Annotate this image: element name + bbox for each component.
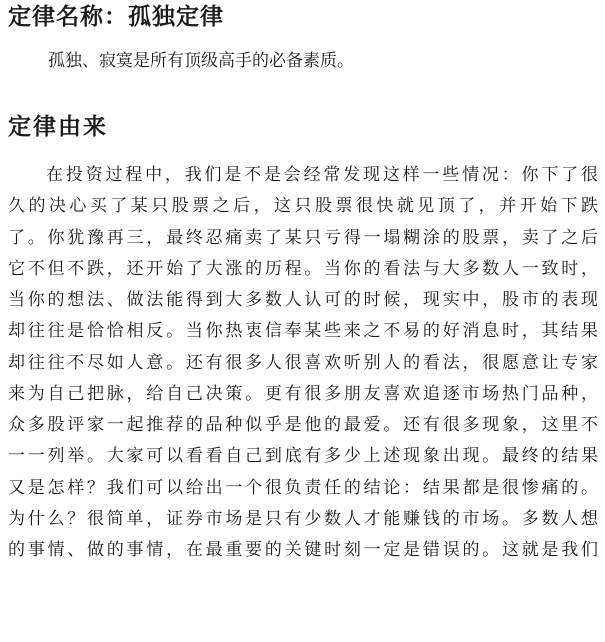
paragraph-line: 却往往不尽如人意。还有很多人很喜欢听别人的看法，很愿意让专家 (8, 352, 598, 373)
paragraph-line: 的事情、做的事情，在最重要的关键时刻一定是错误的。这就是我们 (8, 540, 598, 560)
paragraph-line: 了。你犹豫再三，最终忍痛卖了某只亏得一塌糊涂的股票，卖了之后 (8, 227, 598, 248)
paragraph-line: 众多股评家一起推荐的品种似乎是他的最爱。还有很多现象，这里不 (8, 415, 598, 435)
paragraph-line: 来为自己把脉，给自己决策。更有很多朋友喜欢追逐市场热门品种， (8, 383, 598, 404)
paragraph-line: 为什么？很简单，证券市场是只有少数人才能赚钱的市场。多数人想 (8, 508, 598, 529)
paragraph-line: 在投资过程中，我们是不是会经常发现这样一些情况：你下了很 (46, 165, 598, 185)
paragraph-line: 又是怎样？我们可以给出一个很负责任的结论：结果都是很惨痛的。 (8, 477, 598, 498)
paragraph-line: 当你的想法、做法能得到大多数人认可的时候，现实中，股市的表现 (8, 290, 598, 310)
paragraph-line: 久的决心买了某只股票之后，这只股票很快就见顶了，并开始下跌 (8, 196, 598, 217)
origin-paragraph (8, 160, 598, 566)
law-summary-sentence: 孤独、寂寞是所有顶级高手的必备素质。 (48, 51, 354, 71)
paragraph-line: 一一列举。大家可以看看自己到底有多少上述现象出现。最终的结果 (8, 446, 598, 467)
paragraph-line: 却往往是恰恰相反。当你热衷信奉某些来之不易的好消息时，其结果 (8, 321, 598, 342)
law-name-heading: 定律名称：孤独定律 (8, 4, 224, 30)
paragraph-line: 它不但不跌，还开始了大涨的历程。当你的看法与大多数人一致时， (8, 258, 598, 279)
origin-heading: 定律由来 (8, 114, 108, 140)
